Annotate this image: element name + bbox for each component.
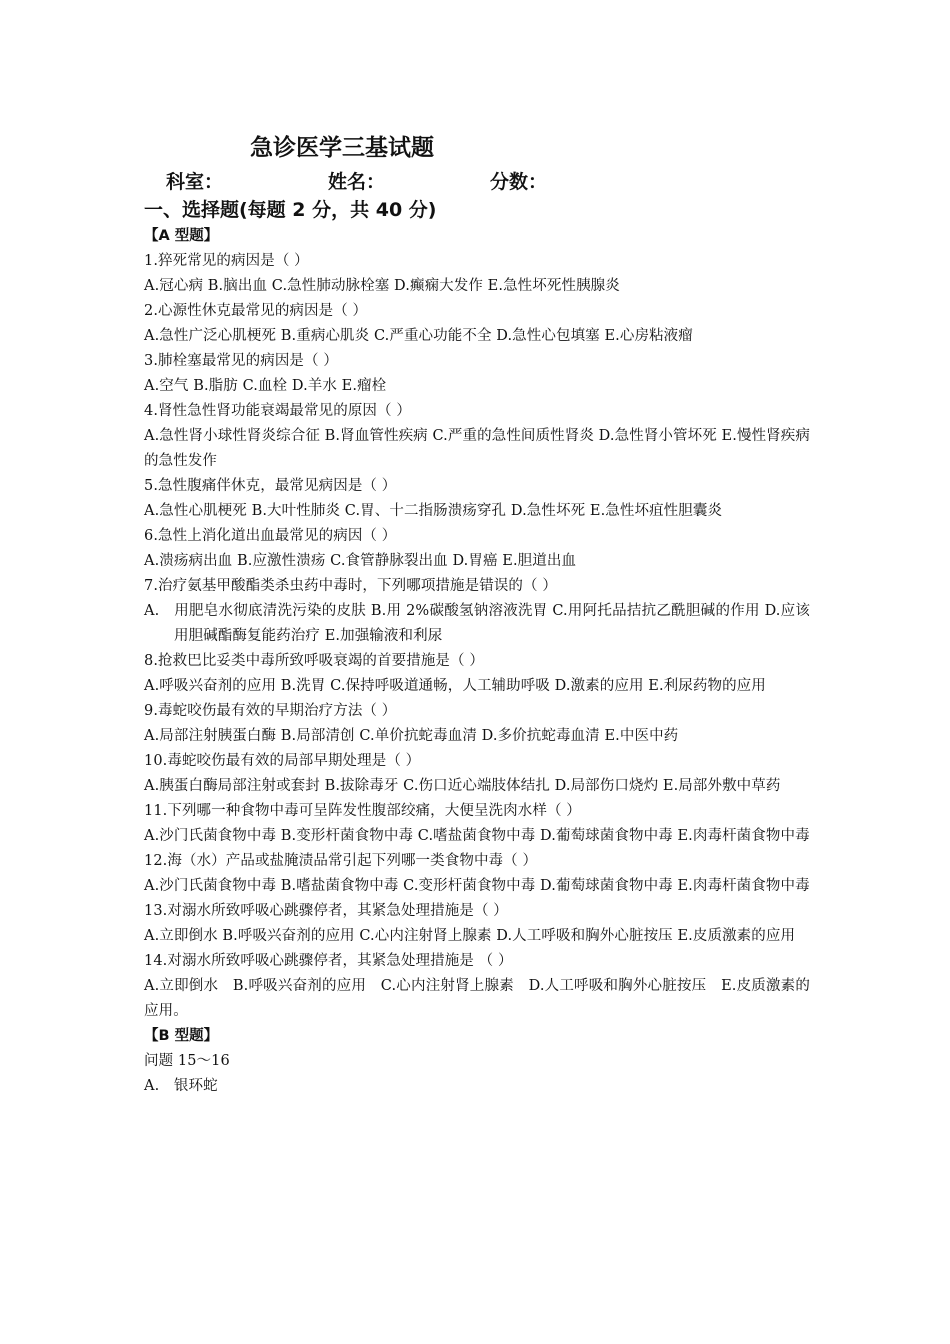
options-8: A.呼吸兴奋剂的应用 B.洗胃 C.保持呼吸道通畅，人工辅助呼吸 D.激素的应用 E.利尿药物的应用 — [144, 678, 766, 694]
options-2: A.急性广泛心肌梗死 B.重病心肌炎 C.严重心功能不全 D.急性心包填塞 E.心房粘液瘤 — [144, 328, 693, 344]
question-3: 3.肺栓塞最常见的病因是（ ） — [144, 353, 338, 369]
department-field-label: 科室： — [166, 171, 224, 193]
question-7: 7.治疗氨基甲酸酯类杀虫药中毒时，下列哪项措施是错误的（ ） — [144, 578, 557, 594]
question-9: 9.毒蛇咬伤最有效的早期治疗方法（ ） — [144, 703, 397, 719]
question-4: 4.肾性急性肾功能衰竭最常见的原因（ ） — [144, 403, 411, 419]
options-3: A.空气 B.脂肪 C.血栓 D.羊水 E.瘤栓 — [144, 378, 387, 394]
options-7: A. 用肥皂水彻底清洗污染的皮肤 B.用 2%碳酸氢钠溶液洗胃 C.用阿托品拮抗乙酰胆碱的作用 D.应该用胆碱酯酶复能药治疗 E.加强输液和利尿 — [144, 603, 810, 644]
question-6: 6.急性上消化道出血最常见的病因（ ） — [144, 528, 397, 544]
option-b-a: A. 银环蛇 — [144, 1078, 218, 1094]
options-9: A.局部注射胰蛋白酶 B.局部清创 C.单价抗蛇毒血清 D.多价抗蛇毒血清 E.中医中药 — [144, 728, 679, 744]
question-1: 1.猝死常见的病因是（ ） — [144, 253, 309, 269]
header-fields — [144, 168, 810, 196]
score-field-label: 分数： — [490, 171, 548, 193]
question-2: 2.心源性休克最常见的病因是（ ） — [144, 303, 368, 319]
section-heading: 一、选择题(每题 2 分，共 40 分) — [144, 199, 437, 221]
options-1: A.冠心病 B.脑出血 C.急性肺动脉栓塞 D.癫痫大发作 E.急性坏死性胰腺炎 — [144, 278, 620, 294]
options-5: A.急性心肌梗死 B.大叶性肺炎 C.胃、十二指肠溃疡穿孔 D.急性坏死 E.急性坏疽性胆囊炎 — [144, 503, 723, 519]
question-list — [144, 249, 810, 1024]
options-4: A.急性肾小球性肾炎综合征 B.肾血管性疾病 C.严重的急性间质性肾炎 D.急性肾小管坏死 E.慢性肾疾病的急性发作 — [144, 428, 810, 469]
type-b-heading: 【B 型题】 — [144, 1028, 219, 1044]
question-14: 14.对溺水所致呼吸心跳骤停者，其紧急处理措施是 （ ） — [144, 953, 513, 969]
options-10: A.胰蛋白酶局部注射或套封 B.拔除毒牙 C.伤口近心端肢体结扎 D.局部伤口烧灼 E.局部外敷中草药 — [144, 778, 781, 794]
name-field-label: 姓名： — [328, 171, 386, 193]
options-14: A.立即倒水 B.呼吸兴奋剂的应用 C.心内注射肾上腺素 D.人工呼吸和胸外心脏按压 E.皮质激素的应用。 — [144, 978, 810, 1019]
question-8: 8.抢救巴比妥类中毒所致呼吸衰竭的首要措施是（ ） — [144, 653, 484, 669]
options-12: A.沙门氏菌食物中毒 B.嗜盐菌食物中毒 C.变形杆菌食物中毒 D.葡萄球菌食物中毒 E.肉毒杆菌食物中毒 — [144, 878, 810, 894]
question-11: 11.下列哪一种食物中毒可呈阵发性腹部绞痛，大便呈洗肉水样（ ） — [144, 803, 581, 819]
question-10: 10.毒蛇咬伤最有效的局部早期处理是（ ） — [144, 753, 421, 769]
question-group-b: 问题 15～16 — [144, 1053, 230, 1069]
question-12: 12.海（水）产品或盐腌渍品常引起下列哪一类食物中毒（ ） — [144, 853, 538, 869]
document-page — [144, 128, 810, 1099]
options-6: A.溃疡病出血 B.应激性溃疡 C.食管静脉裂出血 D.胃癌 E.胆道出血 — [144, 553, 577, 569]
type-a-heading: 【A 型题】 — [144, 228, 219, 244]
question-13: 13.对溺水所致呼吸心跳骤停者，其紧急处理措施是（ ） — [144, 903, 508, 919]
document-title: 急诊医学三基试题 — [250, 135, 434, 161]
options-11: A.沙门氏菌食物中毒 B.变形杆菌食物中毒 C.嗜盐菌食物中毒 D.葡萄球菌食物中毒 E.肉毒杆菌食物中毒 — [144, 828, 810, 844]
options-13: A.立即倒水 B.呼吸兴奋剂的应用 C.心内注射肾上腺素 D.人工呼吸和胸外心脏按压 E.皮质激素的应用 — [144, 928, 796, 944]
question-5: 5.急性腹痛伴休克，最常见病因是（ ） — [144, 478, 397, 494]
